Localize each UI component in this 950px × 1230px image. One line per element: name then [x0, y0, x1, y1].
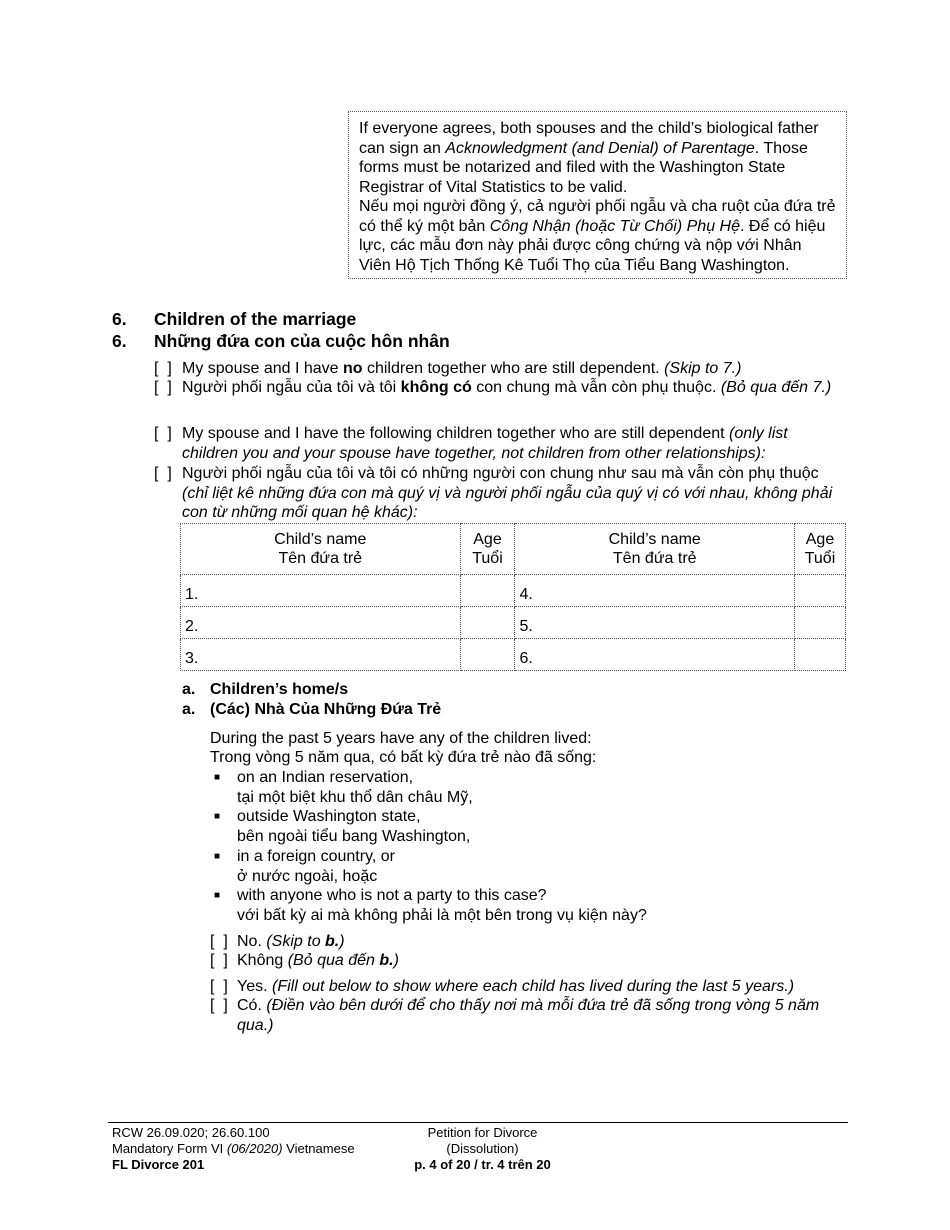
footer-title-line-2: (Dissolution): [446, 1141, 519, 1156]
no-children-option-vi: [ ] Người phối ngẫu của tôi và tôi không có con chung mà vẫn còn phụ thuộc. (Bỏ qua đến 7.): [154, 379, 832, 396]
section-heading-vietnamese: 6. Những đứa con của cuộc hôn nhân: [112, 331, 450, 351]
bullet-icon: ■: [214, 811, 221, 822]
footer-document-title: [400, 1125, 565, 1173]
subsection-heading-vietnamese: a. (Các) Nhà Của Những Đứa Trẻ: [182, 701, 442, 718]
residence-question-vi: Trong vòng 5 năm qua, có bất kỳ đứa trẻ nào đã sống:: [210, 749, 597, 766]
list-item: ■ on an Indian reservation, tại một biệt khu thổ dân châu Mỹ,: [214, 769, 473, 806]
child-name-header: Child’s name Tên đứa trẻ: [515, 524, 795, 575]
child-age-cell[interactable]: [460, 607, 515, 639]
subsection-heading-english: a. Children’s home/s: [182, 681, 349, 698]
residence-no-checkbox[interactable]: [ ]: [210, 933, 228, 950]
list-item: ■ with anyone who is not a party to this case? với bất kỳ ai mà không phải là một bên trong vụ kiện này?: [214, 887, 647, 924]
list-item: ■ in a foreign country, or ở nước ngoài, hoặc: [214, 848, 396, 885]
no-children-checkbox[interactable]: [ ]: [154, 360, 172, 377]
age-header: Age Tuổi: [794, 524, 845, 575]
child-name-cell[interactable]: 5.: [515, 607, 795, 639]
table-row: [181, 575, 846, 607]
child-age-cell[interactable]: [460, 639, 515, 671]
residence-yes-option-vi: [ ] Có. (Điền vào bên dưới để cho thấy nơi mà mỗi đứa trẻ đã sống trong vòng 5 năm qua.): [210, 997, 820, 1034]
residence-yes-option-en: [ ] Yes. (Fill out below to show where each child has lived during the last 5 years.): [210, 978, 795, 995]
child-age-cell[interactable]: [794, 607, 845, 639]
table-row: [181, 639, 846, 671]
footer-form-id: FL Divorce 201: [112, 1157, 205, 1172]
parentage-note-box: [348, 111, 847, 279]
footer-form-info: [112, 1125, 355, 1173]
has-children-checkbox[interactable]: [ ]: [154, 425, 172, 442]
footer-title-line-1: Petition for Divorce: [427, 1125, 538, 1140]
age-header: Age Tuổi: [460, 524, 515, 575]
bullet-icon: ■: [214, 851, 221, 862]
residence-no-option-en: [ ] No. (Skip to b.): [210, 933, 345, 950]
footer-rcw: RCW 26.09.020; 26.60.100: [112, 1125, 270, 1140]
child-age-cell[interactable]: [460, 575, 515, 607]
residence-no-checkbox-vi[interactable]: [ ]: [210, 952, 228, 969]
residence-yes-checkbox[interactable]: [ ]: [210, 978, 228, 995]
footer-form-version: Mandatory Form VI (06/2020) Vietnamese: [112, 1141, 355, 1156]
child-age-cell[interactable]: [794, 575, 845, 607]
list-item: ■ outside Washington state, bên ngoài tiểu bang Washington,: [214, 808, 471, 845]
table-header-row: [181, 524, 846, 575]
residence-question-en: During the past 5 years have any of the children lived:: [210, 730, 592, 747]
has-children-checkbox-vi[interactable]: [ ]: [154, 465, 172, 482]
section-heading-english: 6. Children of the marriage: [112, 309, 357, 329]
footer-page-number: p. 4 of 20 / tr. 4 trên 20: [414, 1157, 551, 1172]
has-children-option-vi: [ ] Người phối ngẫu của tôi và tôi có những người con chung như sau mà vẫn còn phụ thuộc (chỉ liệt kê những đứa con mà quý vị và người phối ngẫu của quý vị có với nhau, không phải con từ những mối quan hệ khác):: [154, 465, 833, 521]
children-table: [180, 523, 846, 671]
child-name-cell[interactable]: 1.: [181, 575, 461, 607]
has-children-option-en: [ ] My spouse and I have the following children together who are still dependent (only list children you and your spouse have together, not children from other relationships):: [154, 425, 788, 462]
child-name-cell[interactable]: 4.: [515, 575, 795, 607]
bullet-icon: ■: [214, 772, 221, 783]
child-name-cell[interactable]: 6.: [515, 639, 795, 671]
child-age-cell[interactable]: [794, 639, 845, 671]
no-children-option-en: [ ] My spouse and I have no children together who are still dependent. (Skip to 7.): [154, 360, 742, 377]
child-name-cell[interactable]: 3.: [181, 639, 461, 671]
child-name-cell[interactable]: 2.: [181, 607, 461, 639]
residence-yes-checkbox-vi[interactable]: [ ]: [210, 997, 228, 1014]
footer-divider: [108, 1122, 848, 1123]
child-name-header: Child’s name Tên đứa trẻ: [181, 524, 461, 575]
note-vietnamese: Nếu mọi người đồng ý, cả người phối ngẫu và cha ruột của đứa trẻ có thể ký một bản Công Nhận (hoặc Từ Chối) Phụ Hệ. Để có hiệu lực, các mẫu đơn này phải được công chứng và nộp với Nhân Viên Hộ Tịch Thống Kê Tuổi Thọ của Tiểu Bang Washington.: [359, 198, 836, 274]
bullet-icon: ■: [214, 890, 221, 901]
no-children-checkbox-vi[interactable]: [ ]: [154, 379, 172, 396]
table-row: [181, 607, 846, 639]
residence-no-option-vi: [ ] Không (Bỏ qua đến b.): [210, 952, 399, 969]
note-english: If everyone agrees, both spouses and the child’s biological father can sign an Acknowledgment (and Denial) of Parentage. Those forms must be notarized and filed with the Washington State Registrar of Vital Statistics to be valid.: [359, 120, 819, 196]
